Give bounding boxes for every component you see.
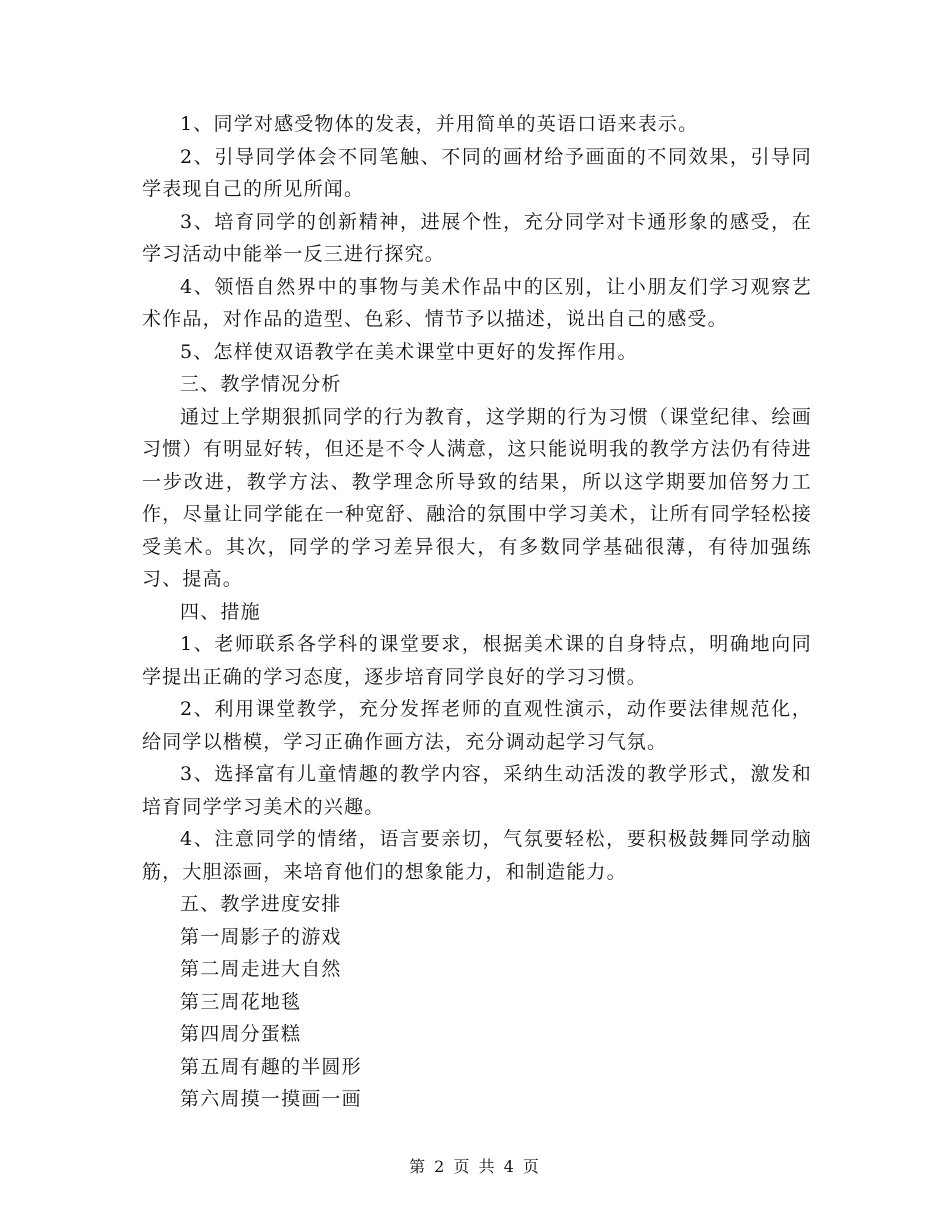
section-heading-teaching-analysis: 三、教学情况分析: [180, 373, 342, 395]
schedule-item-week-2: 第二周走进大自然: [180, 958, 342, 980]
paragraph-measure-3: 3、选择富有儿童情趣的教学内容，采纳生动活泼的教学形式，激发和培育同学学习美术的兴趣。: [142, 763, 812, 818]
schedule-item-week-6: 第六周摸一摸画一画: [180, 1088, 362, 1110]
section-heading-measures: 四、措施: [180, 600, 261, 623]
schedule-item-week-4: 第四周分蛋糕: [180, 1023, 302, 1045]
document-body: [142, 108, 812, 1116]
schedule-item-week-5: 第五周有趣的半圆形: [180, 1055, 362, 1078]
paragraph-objective-2: 2、引导同学体会不同笔触、不同的画材给予画面的不同效果，引导同学表现自己的所见所闻。: [142, 145, 812, 200]
section-heading-schedule: 五、教学进度安排: [180, 893, 342, 915]
paragraph-objective-1: 1、同学对感受物体的发表，并用简单的英语口语来表示。: [180, 113, 699, 135]
schedule-item-week-1: 第一周影子的游戏: [180, 925, 342, 948]
paragraph-objective-5: 5、怎样使双语教学在美术课堂中更好的发挥作用。: [180, 340, 638, 363]
paragraph-measure-1: 1、老师联系各学科的课堂要求，根据美术课的自身特点，明确地向同学提出正确的学习态度，逐步培育同学良好的学习习惯。: [142, 633, 812, 688]
schedule-item-week-3: 第三周花地毯: [180, 990, 302, 1013]
paragraph-objective-4: 4、领悟自然界中的事物与美术作品中的区别，让小朋友们学习观察艺术作品，对作品的造型、色彩、情节予以描述，说出自己的感受。: [142, 275, 812, 330]
paragraph-objective-3: 3、培育同学的创新精神，进展个性，充分同学对卡通形象的感受，在学习活动中能举一反三进行探究。: [142, 210, 812, 265]
paragraph-measure-4: 4、注意同学的情绪，语言要亲切，气氛要轻松，要积极鼓舞同学动脑筋，大胆添画，来培育他们的想象能力，和制造能力。: [142, 828, 812, 883]
schedule-list: [142, 921, 812, 1116]
paragraph-measure-2: 2、利用课堂教学，充分发挥老师的直观性演示，动作要法律规范化，给同学以楷模，学习正确作画方法，充分调动起学习气氛。: [142, 698, 812, 753]
page-number-footer: 第 2 页 共 4 页: [409, 1157, 541, 1176]
paragraph-teaching-analysis: 通过上学期狠抓同学的行为教育，这学期的行为习惯（课堂纪律、绘画习惯）有明显好转，但还是不令人满意，这只能说明我的教学方法仍有待进一步改进，教学方法、教学理念所导致的结果，所以这学期要加倍努力工作，尽量让同学能在一种宽舒、融洽的氛围中学习美术，让所有同学轻松接受美术。其次，同学的学习差异很大，有多数同学基础很薄，有待加强练习、提高。: [142, 405, 812, 590]
